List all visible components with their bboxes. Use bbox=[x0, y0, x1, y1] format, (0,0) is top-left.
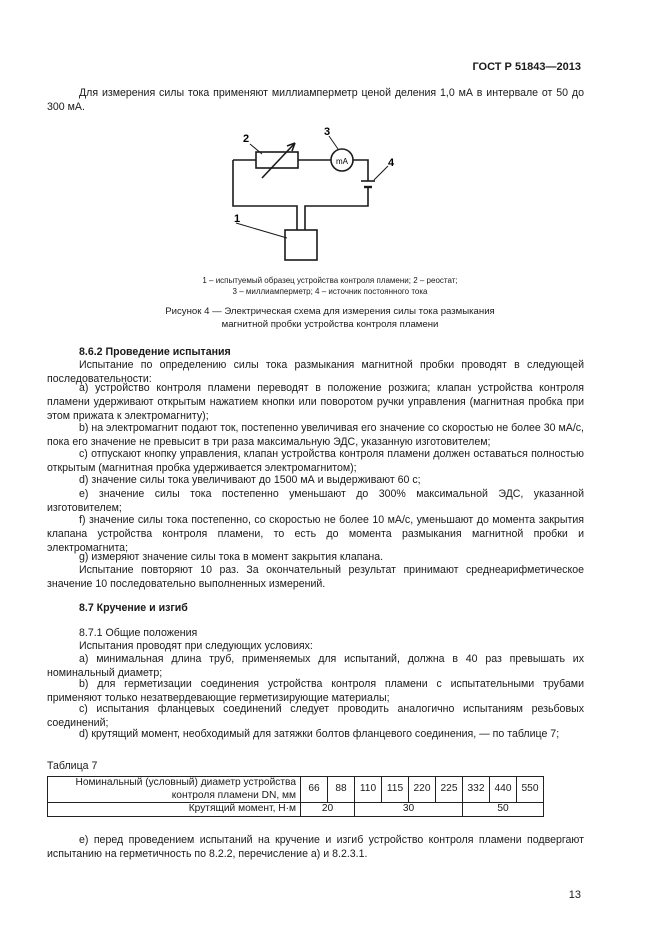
figure-legend-line-2: 3 – миллиамперметр; 4 – источник постоянного тока bbox=[232, 287, 428, 296]
circuit-diagram bbox=[0, 118, 661, 378]
s87-item-c: с) испытания фланцевых соединений следует проводить аналогично испытаниям резьбовых соединений; bbox=[47, 703, 584, 730]
label-2: 2 bbox=[243, 133, 250, 145]
page-number: 13 bbox=[568, 889, 581, 901]
section-8-6-2-title: 8.6.2 Проведение испытания bbox=[79, 346, 231, 358]
table-row-header-torque: Крутящий момент, Н·м bbox=[48, 803, 301, 817]
intro-paragraph: Для измерения силы тока применяют миллиамперметр ценой деления 1,0 мА в интервале от 50 до 300 мА. bbox=[47, 87, 584, 114]
label-4: 4 bbox=[388, 157, 395, 169]
s87-item-a: а) минимальная длина труб, применяемых для испытаний, должна в 40 раз превышать их номинальный диаметр; bbox=[47, 653, 584, 680]
dn-cell: 220 bbox=[409, 777, 436, 803]
s87-item-b: b) для герметизации соединения устройства контроля пламени с испытательными трубами применяют только незатвердевающие герметизирующие материалы; bbox=[47, 678, 584, 705]
label-3: 3 bbox=[324, 126, 331, 138]
table-row-dn bbox=[48, 777, 544, 803]
table-row-torque bbox=[48, 803, 544, 817]
s862-intro: Испытание по определению силы тока размыкания магнитной пробки проводят в следующей последовательности: bbox=[47, 359, 584, 386]
torque-cell: 50 bbox=[463, 803, 544, 817]
table-7 bbox=[47, 776, 544, 817]
s862-item-e: е) значение силы тока постепенно уменьшают до 300% максимальной ЭДС, указанной изготовителем; bbox=[47, 488, 584, 515]
s862-item-d: d) значение силы тока увеличивают до 1500 мА и выдерживают 60 с; bbox=[79, 474, 421, 486]
s862-conclusion: Испытание повторяют 10 раз. За окончательный результат принимают среднеарифметическое значение 10 последовательно выполненных измерений. bbox=[47, 564, 584, 591]
figure-caption-line-2: магнитной пробки устройства контроля пламени bbox=[221, 318, 439, 330]
label-1: 1 bbox=[234, 213, 241, 225]
dn-cell: 550 bbox=[517, 777, 544, 803]
meter-label: mA bbox=[336, 157, 348, 166]
section-8-7-title: 8.7 Кручение и изгиб bbox=[79, 602, 188, 614]
s862-item-f: f) значение силы тока постепенно, со скоростью не более 10 мА/с, уменьшают до момента закрытия клапана устройства контроля пламени, то есть до момента размыкания магнитной пробки и электромагнита; bbox=[47, 514, 584, 555]
dn-cell: 115 bbox=[382, 777, 409, 803]
s862-item-g: g) измеряют значение силы тока в момент закрытия клапана. bbox=[79, 551, 384, 563]
table-row-header-dn: Номинальный (условный) диаметр устройства контроля пламени DN, мм bbox=[48, 777, 301, 803]
figure-caption-line-1: Рисунок 4 — Электрическая схема для измерения силы тока размыкания bbox=[165, 306, 495, 317]
dn-cell: 225 bbox=[436, 777, 463, 803]
dn-cell: 66 bbox=[301, 777, 328, 803]
dn-cell: 440 bbox=[490, 777, 517, 803]
dn-cell: 110 bbox=[355, 777, 382, 803]
s87-item-d: d) крутящий момент, необходимый для затяжки болтов фланцевого соединения, — по таблице 7; bbox=[79, 728, 560, 740]
section-8-7-1-title: 8.7.1 Общие положения bbox=[79, 627, 198, 639]
s87-intro: Испытания проводят при следующих условиях: bbox=[79, 640, 313, 652]
figure-legend-line-1: 1 – испытуемый образец устройства контроля пламени; 2 – реостат; bbox=[202, 276, 458, 285]
after-table-paragraph: е) перед проведением испытаний на кручение и изгиб устройство контроля пламени подвергают испытанию на герметичность по 8.2.2, перечисление а) и 8.2.3.1. bbox=[47, 834, 584, 861]
s862-item-a: а) устройство контроля пламени переводят в положение розжига; клапан устройства контроля пламени удерживают открытым нажатием кнопки или поворотом ручки управления (магнитная пробка при этом прижата к электромагниту); bbox=[47, 382, 584, 423]
torque-cell: 30 bbox=[355, 803, 463, 817]
torque-cell: 20 bbox=[301, 803, 355, 817]
dn-cell: 88 bbox=[328, 777, 355, 803]
s862-item-b: b) на электромагнит подают ток, постепенно увеличивая его значение со скоростью не более 30 мА/с, пока его значение не превысит в три раза максимальную ЭДС, указанную изготовителем; bbox=[47, 422, 584, 449]
table-7-caption: Таблица 7 bbox=[47, 760, 98, 772]
dn-cell: 332 bbox=[463, 777, 490, 803]
s862-item-c: с) отпускают кнопку управления, клапан устройства контроля пламени должен оставаться полностью открытым (магнитная пробка удерживается электромагнитом); bbox=[47, 448, 584, 475]
document-header: ГОСТ Р 51843—2013 bbox=[472, 61, 581, 73]
